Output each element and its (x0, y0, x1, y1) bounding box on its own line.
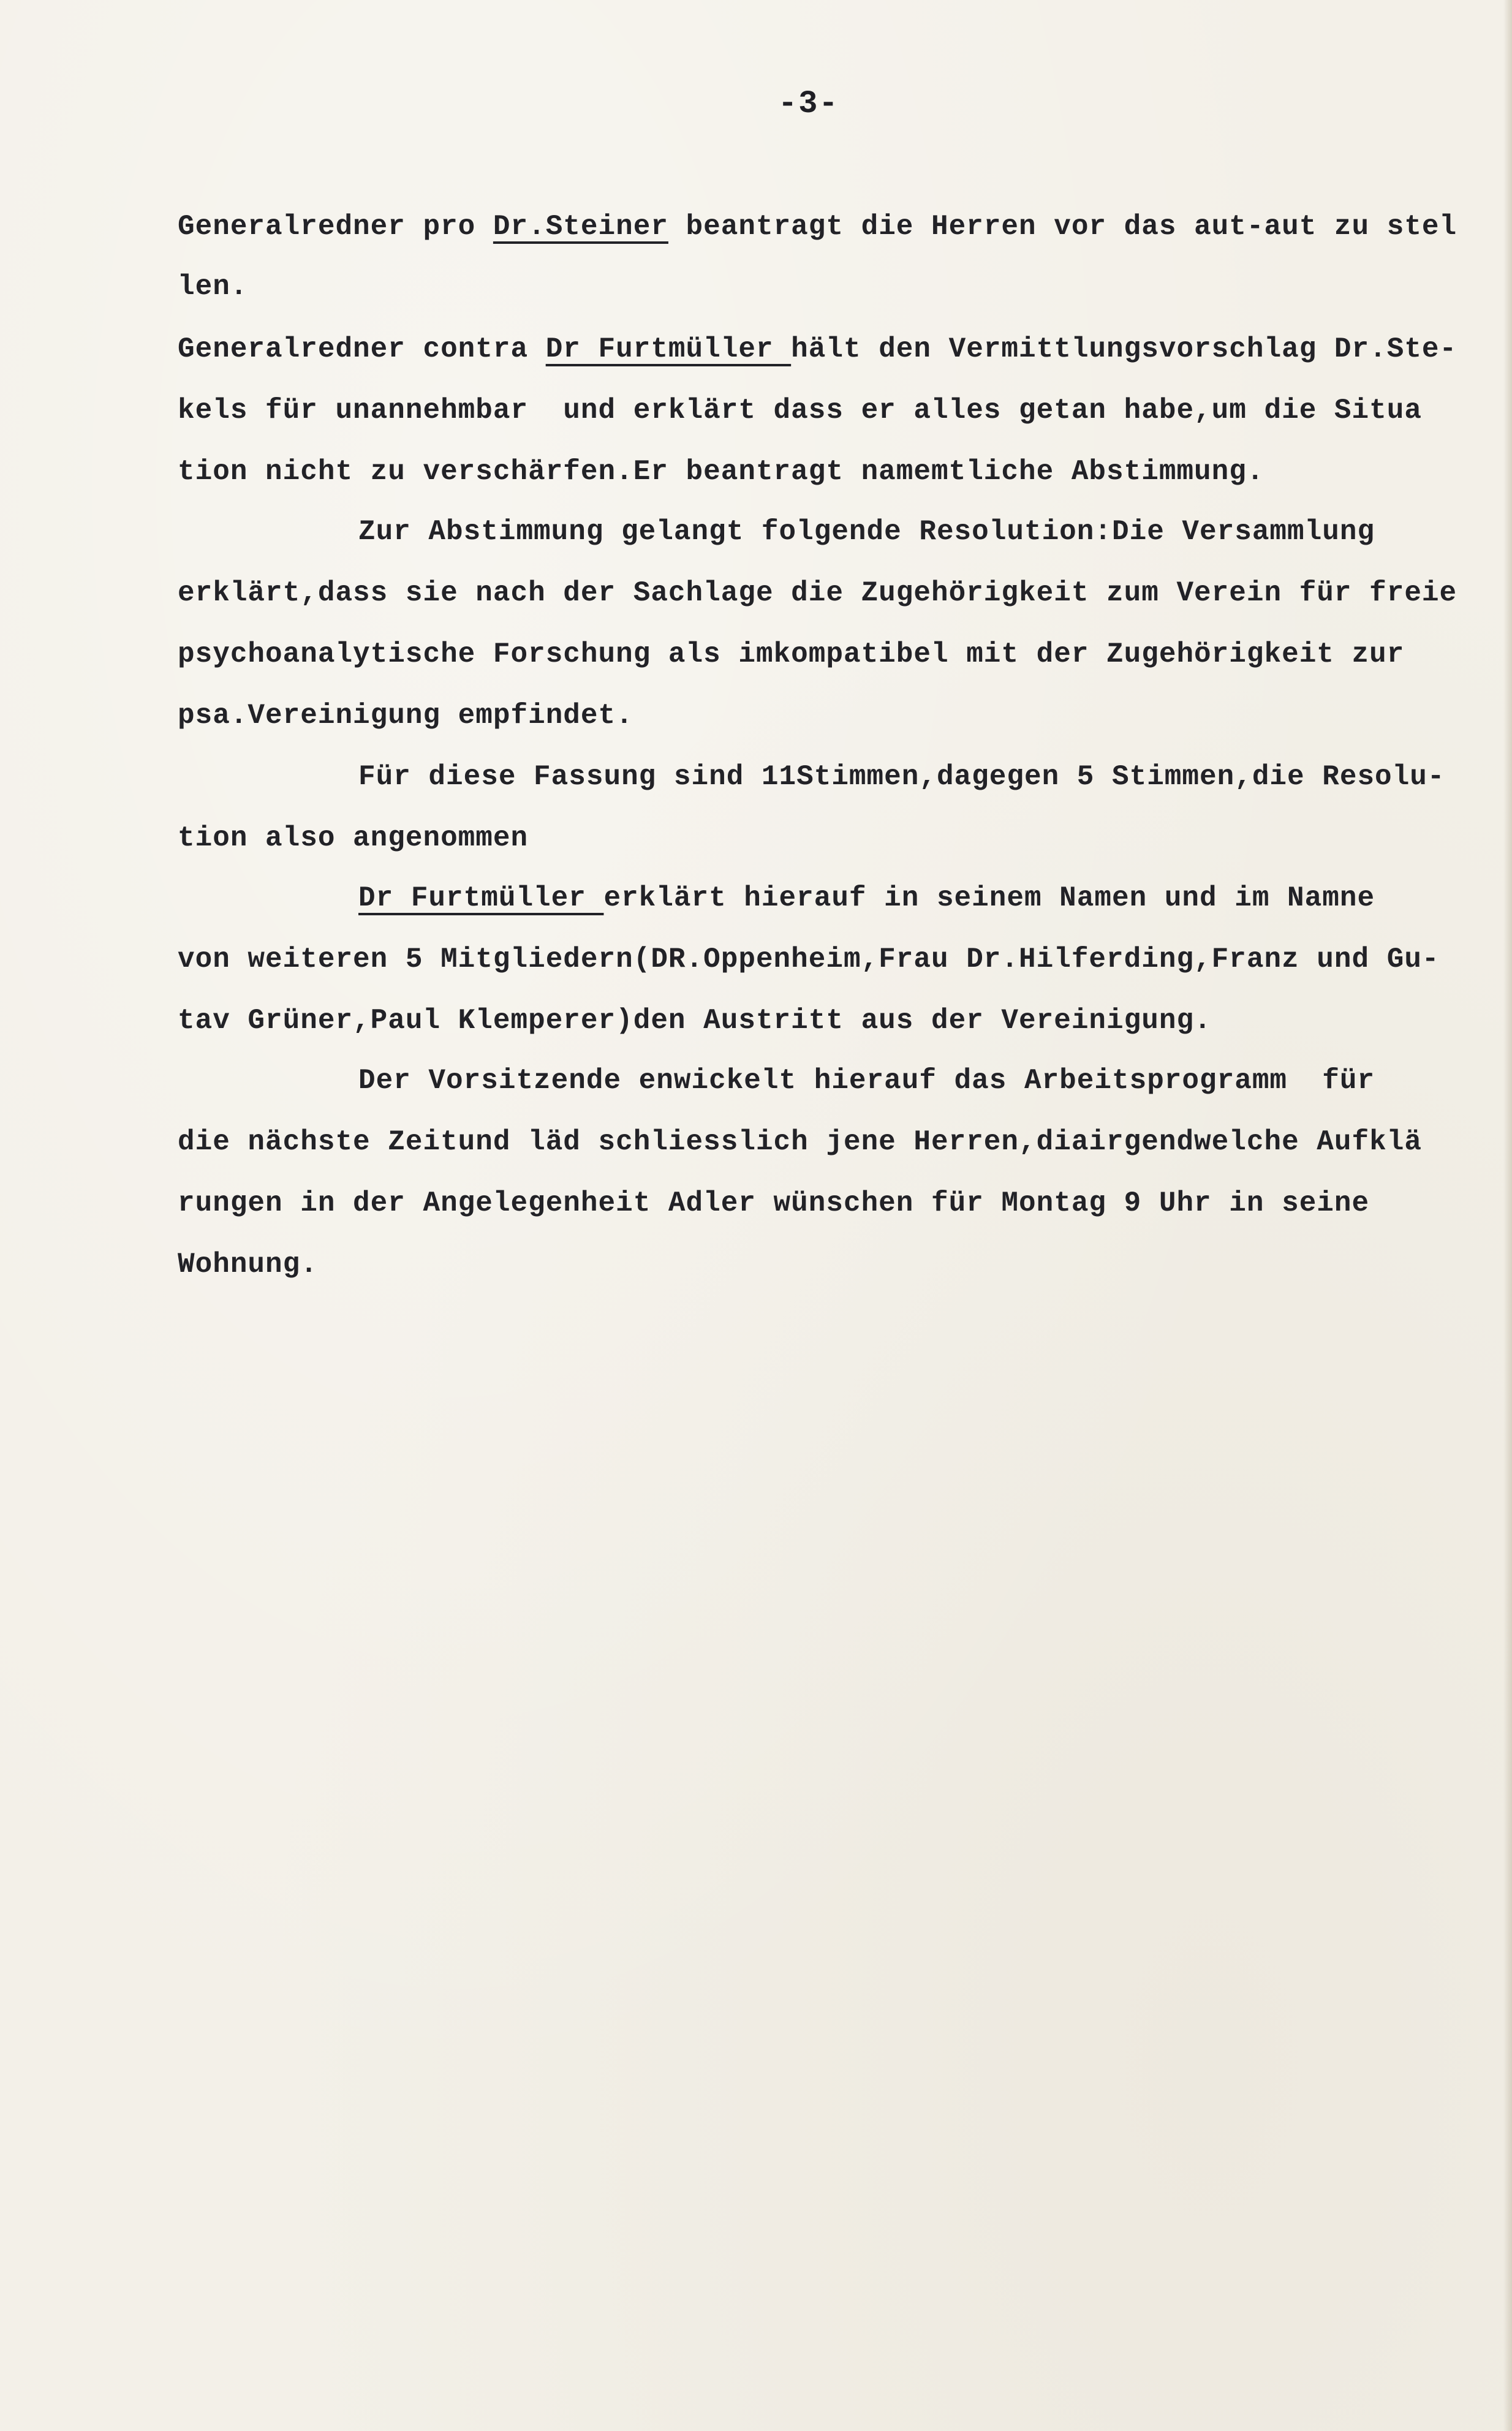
text-line: Für diese Fassung sind 11Stimmen,dagegen 5 Stimmen,die Resolu- (358, 761, 1445, 793)
text-line: Zur Abstimmung gelangt folgende Resolution:Die Versammlung (358, 516, 1375, 548)
underlined-name: Dr.Steiner (493, 211, 668, 243)
text-line: psychoanalytische Forschung als imkompatibel mit der Zugehörigkeit zur (178, 638, 1405, 670)
text-line: von weiteren 5 Mitgliedern(DR.Oppenheim,Frau Dr.Hilferding,Franz und Gu- (178, 943, 1440, 975)
page-number: -3- (778, 86, 839, 122)
underlined-name: Dr Furtmüller (545, 333, 792, 365)
text-run: erklärt hierauf in seinem Namen und im Namne (603, 882, 1375, 914)
text-line: tav Grüner,Paul Klemperer)den Austritt aus der Vereinigung. (178, 1005, 1212, 1037)
text-line (178, 208, 1457, 245)
text-line: tion also angenommen (178, 822, 529, 854)
text-line (358, 880, 1375, 917)
underlined-name: Dr Furtmüller (358, 882, 604, 914)
text-line: tion nicht zu verschärfen.Er beantragt namemtliche Abstimmung. (178, 456, 1264, 488)
text-run: Generalredner contra (178, 333, 546, 365)
text-line: kels für unannehmbar und erklärt dass er alles getan habe,um die Situa (178, 395, 1422, 426)
text-line: rungen in der Angelegenheit Adler wünschen für Montag 9 Uhr in seine (178, 1187, 1370, 1219)
text-line (178, 331, 1457, 368)
text-line: Wohnung. (178, 1249, 318, 1280)
text-run: Generalredner pro (178, 211, 493, 243)
text-line: len. (178, 271, 248, 303)
text-run: hält den Vermittlungsvorschlag Dr.Ste- (791, 333, 1457, 365)
text-line: die nächste Zeitund läd schliesslich jene Herren,diairgendwelche Aufklä (178, 1126, 1422, 1158)
text-line: erklärt,dass sie nach der Sachlage die Zugehörigkeit zum Verein für freie (178, 577, 1457, 609)
text-line: psa.Vereinigung empfindet. (178, 700, 633, 732)
paper-edge-shadow (1503, 0, 1512, 2431)
text-line: Der Vorsitzende enwickelt hierauf das Arbeitsprogramm für (358, 1065, 1375, 1097)
text-run: beantragt die Herren vor das aut-aut zu stel (668, 211, 1457, 243)
